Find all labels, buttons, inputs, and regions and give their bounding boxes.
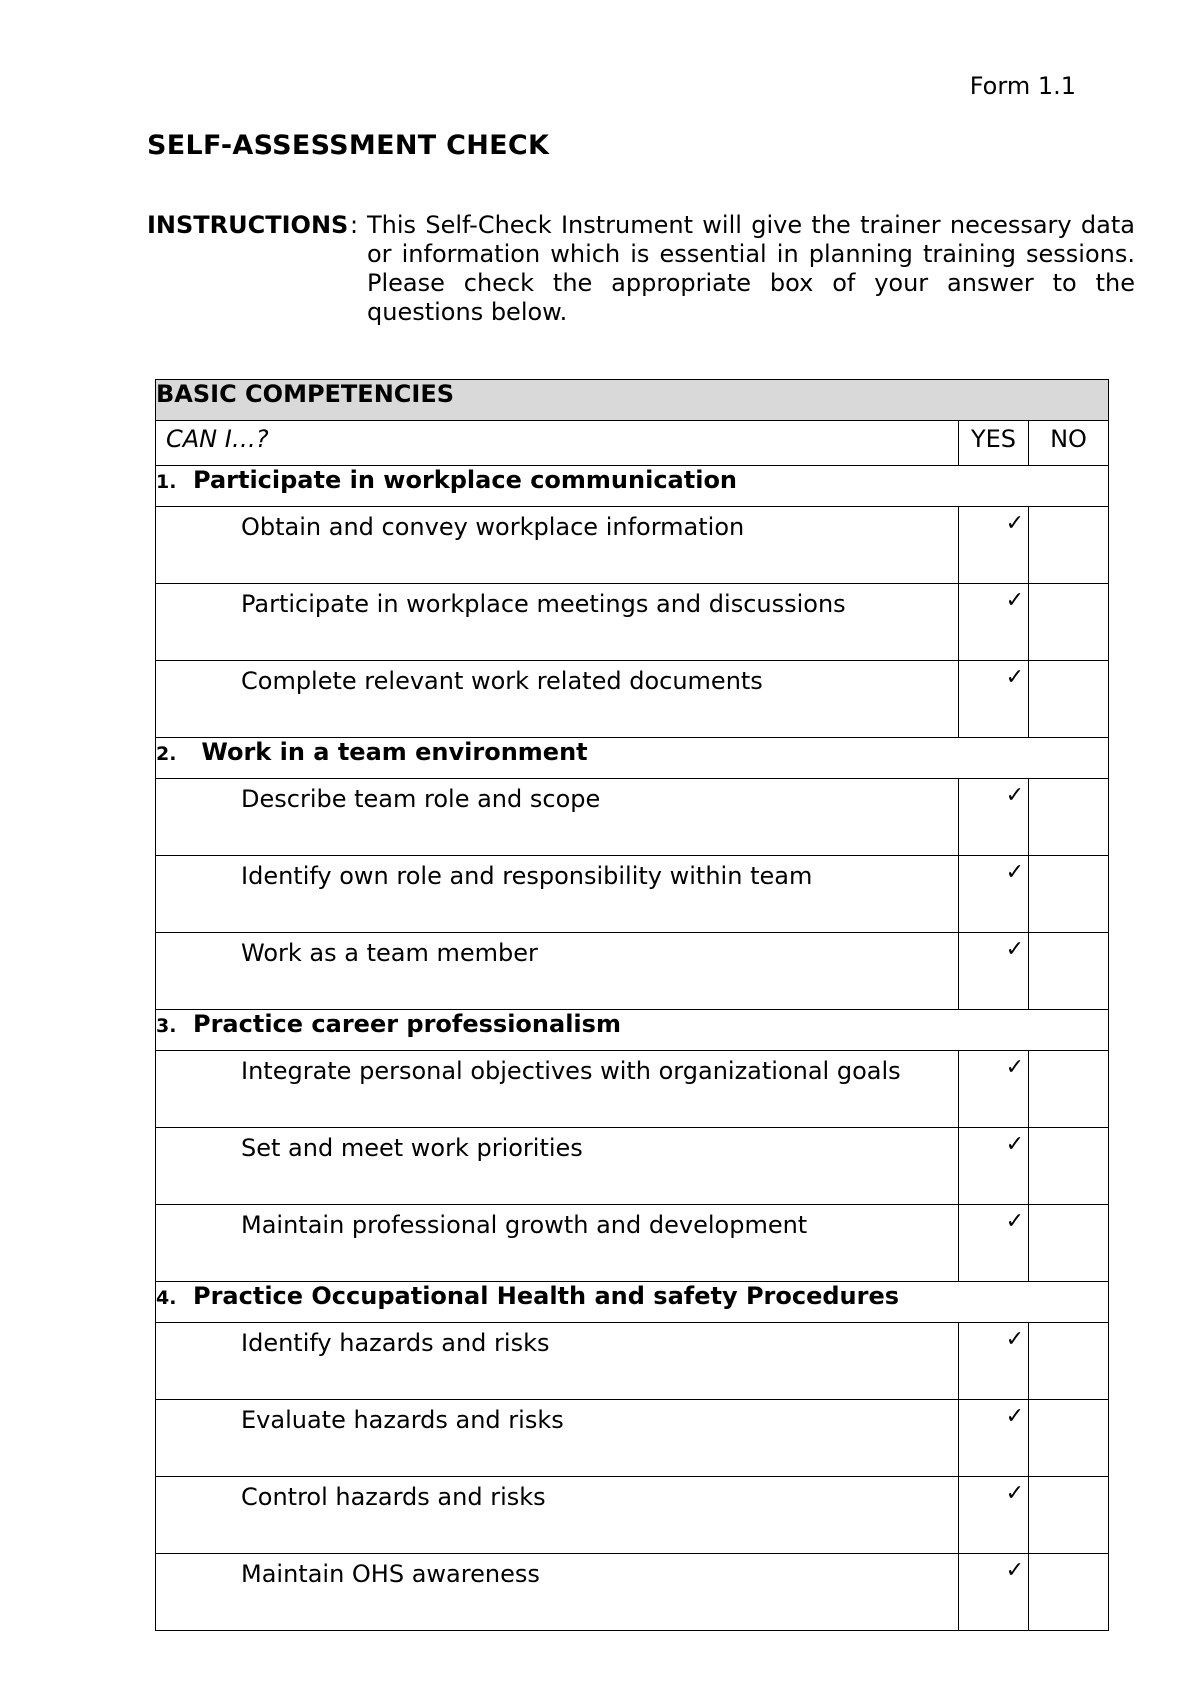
checklist-item-row (156, 1205, 1109, 1282)
unit-row (156, 466, 1109, 507)
yes-checkbox-cell[interactable] (959, 507, 1029, 584)
check-icon: ✓ (1005, 1404, 1024, 1429)
unit-row (156, 1010, 1109, 1051)
unit-title: Practice career professionalism (193, 1010, 621, 1038)
check-icon: ✓ (1005, 1209, 1024, 1234)
item-label: Identify own role and responsibility within team (156, 856, 959, 933)
item-label: Control hazards and risks (156, 1477, 959, 1554)
column-header-row (156, 421, 1109, 466)
check-icon: ✓ (1005, 1558, 1024, 1583)
no-checkbox-cell[interactable] (1029, 1554, 1109, 1631)
yes-checkbox-cell[interactable] (959, 1205, 1029, 1282)
no-header: NO (1029, 421, 1109, 466)
checklist-item-row (156, 933, 1109, 1010)
no-checkbox-cell[interactable] (1029, 661, 1109, 738)
checklist-item-row (156, 1051, 1109, 1128)
yes-checkbox-cell[interactable] (959, 661, 1029, 738)
item-label: Work as a team member (156, 933, 959, 1010)
check-icon: ✓ (1005, 1055, 1024, 1080)
item-label: Obtain and convey workplace information (156, 507, 959, 584)
check-icon: ✓ (1005, 783, 1024, 808)
unit-number: 4. (156, 1287, 177, 1309)
yes-checkbox-cell[interactable] (959, 779, 1029, 856)
no-checkbox-cell[interactable] (1029, 1051, 1109, 1128)
yes-checkbox-cell[interactable] (959, 1323, 1029, 1400)
checklist-item-row (156, 1554, 1109, 1631)
no-checkbox-cell[interactable] (1029, 1128, 1109, 1205)
yes-checkbox-cell[interactable] (959, 1128, 1029, 1205)
unit-title: Work in a team environment (193, 738, 588, 766)
no-checkbox-cell[interactable] (1029, 507, 1109, 584)
yes-checkbox-cell[interactable] (959, 933, 1029, 1010)
item-label: Maintain professional growth and development (156, 1205, 959, 1282)
yes-checkbox-cell[interactable] (959, 1400, 1029, 1477)
unit-row (156, 1282, 1109, 1323)
checklist-item-row (156, 1128, 1109, 1205)
checklist-item-row (156, 584, 1109, 661)
yes-checkbox-cell[interactable] (959, 1477, 1029, 1554)
item-label: Describe team role and scope (156, 779, 959, 856)
unit-number: 3. (156, 1015, 177, 1037)
no-checkbox-cell[interactable] (1029, 933, 1109, 1010)
check-icon: ✓ (1005, 937, 1024, 962)
check-icon: ✓ (1005, 1481, 1024, 1506)
page-title: SELF-ASSESSMENT CHECK (147, 130, 550, 161)
checklist-item-row (156, 507, 1109, 584)
form-number: Form 1.1 (969, 72, 1076, 100)
yes-checkbox-cell[interactable] (959, 1051, 1029, 1128)
checklist-item-row (156, 1323, 1109, 1400)
no-checkbox-cell[interactable] (1029, 1323, 1109, 1400)
section-header-row (156, 380, 1109, 421)
item-label: Evaluate hazards and risks (156, 1400, 959, 1477)
instructions-text: This Self-Check Instrument will give the trainer necessary data or information which is essential in planning training sessions. Please check the appropriate box of your answer to the questions below. (367, 211, 1135, 326)
check-icon: ✓ (1005, 665, 1024, 690)
checklist-item-row (156, 856, 1109, 933)
no-checkbox-cell[interactable] (1029, 1400, 1109, 1477)
unit-number: 1. (156, 471, 177, 493)
unit-cell (156, 1010, 1109, 1051)
unit-number: 2. (156, 743, 177, 765)
item-label: Complete relevant work related documents (156, 661, 959, 738)
no-checkbox-cell[interactable] (1029, 779, 1109, 856)
no-checkbox-cell[interactable] (1029, 1477, 1109, 1554)
checklist-item-row (156, 661, 1109, 738)
yes-header: YES (959, 421, 1029, 466)
unit-cell (156, 738, 1109, 779)
check-icon: ✓ (1005, 588, 1024, 613)
yes-checkbox-cell[interactable] (959, 584, 1029, 661)
unit-cell (156, 1282, 1109, 1323)
section-title: BASIC COMPETENCIES (156, 380, 1109, 421)
question-header: CAN I…? (156, 421, 959, 466)
item-label: Identify hazards and risks (156, 1323, 959, 1400)
no-checkbox-cell[interactable] (1029, 856, 1109, 933)
unit-cell (156, 466, 1109, 507)
unit-title: Practice Occupational Health and safety Procedures (193, 1282, 900, 1310)
checklist-item-row (156, 779, 1109, 856)
item-label: Participate in workplace meetings and discussions (156, 584, 959, 661)
no-checkbox-cell[interactable] (1029, 1205, 1109, 1282)
checklist-item-row (156, 1400, 1109, 1477)
unit-row (156, 738, 1109, 779)
item-label: Integrate personal objectives with organizational goals (156, 1051, 959, 1128)
checklist-item-row (156, 1477, 1109, 1554)
check-icon: ✓ (1005, 1327, 1024, 1352)
instructions-label: INSTRUCTIONS (147, 211, 349, 239)
no-checkbox-cell[interactable] (1029, 584, 1109, 661)
item-label: Set and meet work priorities (156, 1128, 959, 1205)
yes-checkbox-cell[interactable] (959, 1554, 1029, 1631)
item-label: Maintain OHS awareness (156, 1554, 959, 1631)
unit-title: Participate in workplace communication (193, 466, 738, 494)
check-icon: ✓ (1005, 1132, 1024, 1157)
instructions-colon: : (350, 211, 359, 239)
check-icon: ✓ (1005, 511, 1024, 536)
yes-checkbox-cell[interactable] (959, 856, 1029, 933)
check-icon: ✓ (1005, 860, 1024, 885)
self-assessment-table (155, 379, 1109, 1631)
